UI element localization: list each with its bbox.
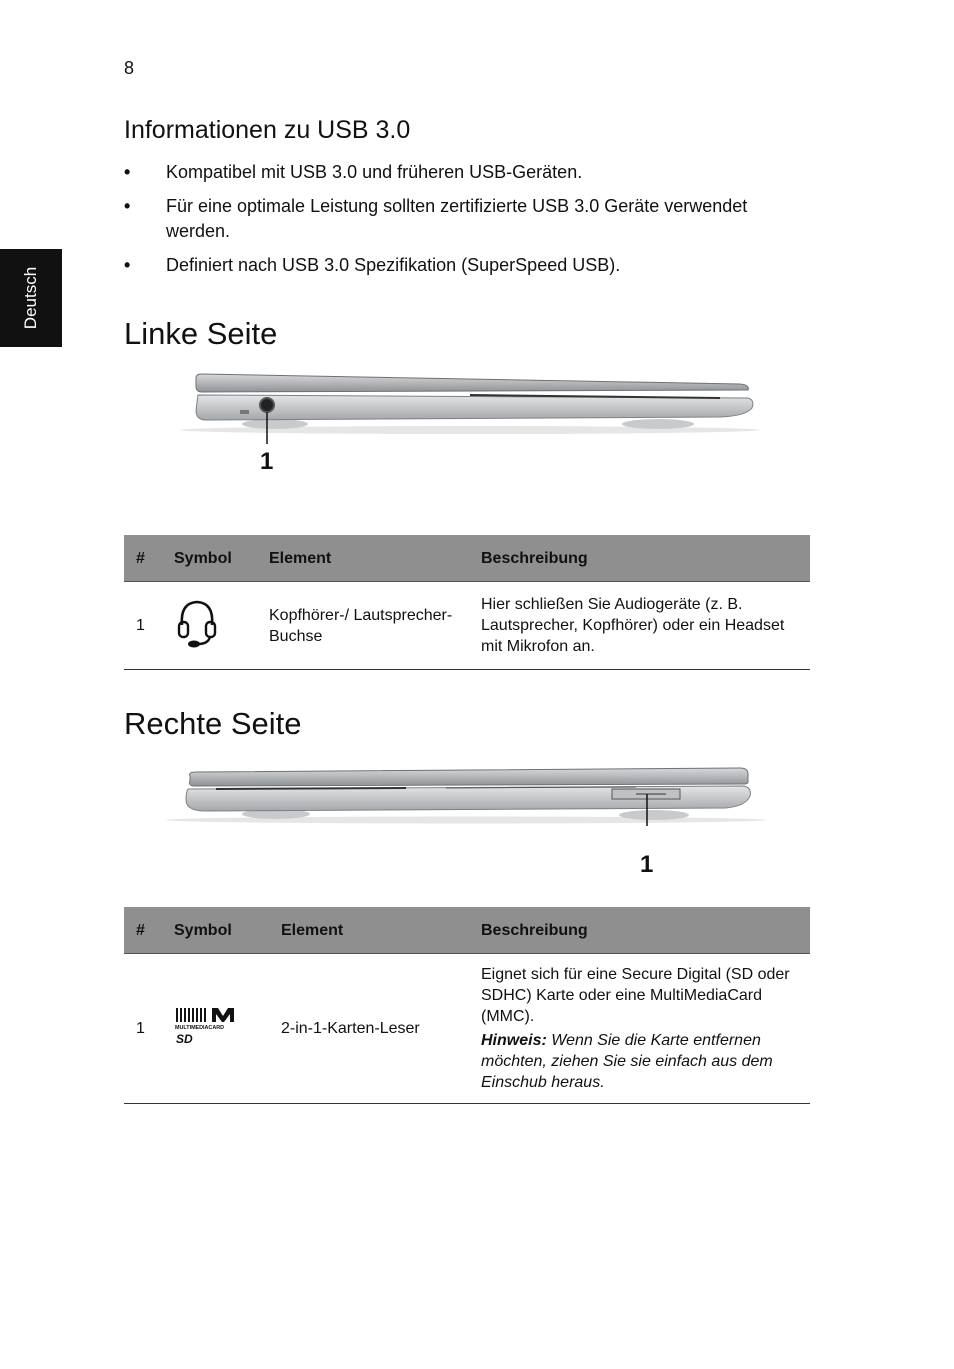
left-side-title: Linke Seite	[124, 316, 278, 351]
column-header: Symbol	[162, 535, 257, 582]
list-item: • Definiert nach USB 3.0 Spezifikation (SuperSpeed USB).	[124, 255, 621, 275]
note-label: Hinweis:	[481, 1032, 547, 1049]
list-item: • Für eine optimale Leistung sollten zertifizierte USB 3.0 Geräte verwendet werden.	[124, 196, 748, 241]
column-header: #	[124, 907, 162, 954]
right-side-title: Rechte Seite	[124, 706, 302, 741]
description-cell: Hier schließen Sie Audiogeräte (z. B. Lautsprecher, Kopfhörer) oder ein Headset mit Mikrofon an.	[469, 582, 810, 670]
column-header: Beschreibung	[469, 535, 810, 582]
row-number: 1	[124, 954, 162, 1104]
page-number: 8	[124, 58, 135, 78]
element-cell: Kopfhörer-/ Lautsprecher-Buchse	[257, 582, 469, 670]
column-header: Element	[257, 535, 469, 582]
laptop-left-side-image	[180, 368, 770, 448]
language-tab-label: Deutsch	[21, 266, 40, 330]
table-row	[124, 954, 810, 1104]
description-text: Eignet sich für eine Secure Digital (SD oder SDHC) Karte oder eine MultiMediaCard (MMC).	[481, 966, 790, 1025]
column-header: #	[124, 535, 162, 582]
svg-text:MULTIMEDIACARD: MULTIMEDIACARD	[175, 1024, 225, 1031]
table-row	[124, 582, 810, 670]
svg-text:SD: SD	[176, 1031, 193, 1046]
mmc-sd-card-icon	[174, 1006, 238, 1046]
headset-icon	[174, 597, 220, 649]
list-item: • Kompatibel mit USB 3.0 und früheren USB-Geräten.	[124, 162, 583, 182]
description-cell	[469, 954, 810, 1104]
note-body: Wenn Sie die Karte entfernen möchten, ziehen Sie sie einfach aus dem Einschub heraus.	[481, 1032, 773, 1091]
element-cell: 2-in-1-Karten-Leser	[269, 954, 469, 1104]
laptop-right-side-image	[166, 762, 766, 826]
usb-section-title: Informationen zu USB 3.0	[124, 116, 411, 144]
column-header: Symbol	[162, 907, 269, 954]
right-side-table	[124, 907, 810, 1104]
symbol-cell	[162, 954, 269, 1104]
table-header-row	[124, 907, 810, 954]
language-tab	[0, 249, 62, 347]
row-number: 1	[124, 582, 162, 670]
usb-bullet-list	[124, 160, 784, 287]
note-text	[481, 1030, 802, 1093]
callout-number: 1	[260, 448, 274, 475]
column-header: Element	[269, 907, 469, 954]
column-header: Beschreibung	[469, 907, 810, 954]
symbol-cell	[162, 582, 257, 670]
table-header-row	[124, 535, 810, 582]
callout-number: 1	[640, 851, 654, 878]
left-side-table	[124, 535, 810, 670]
